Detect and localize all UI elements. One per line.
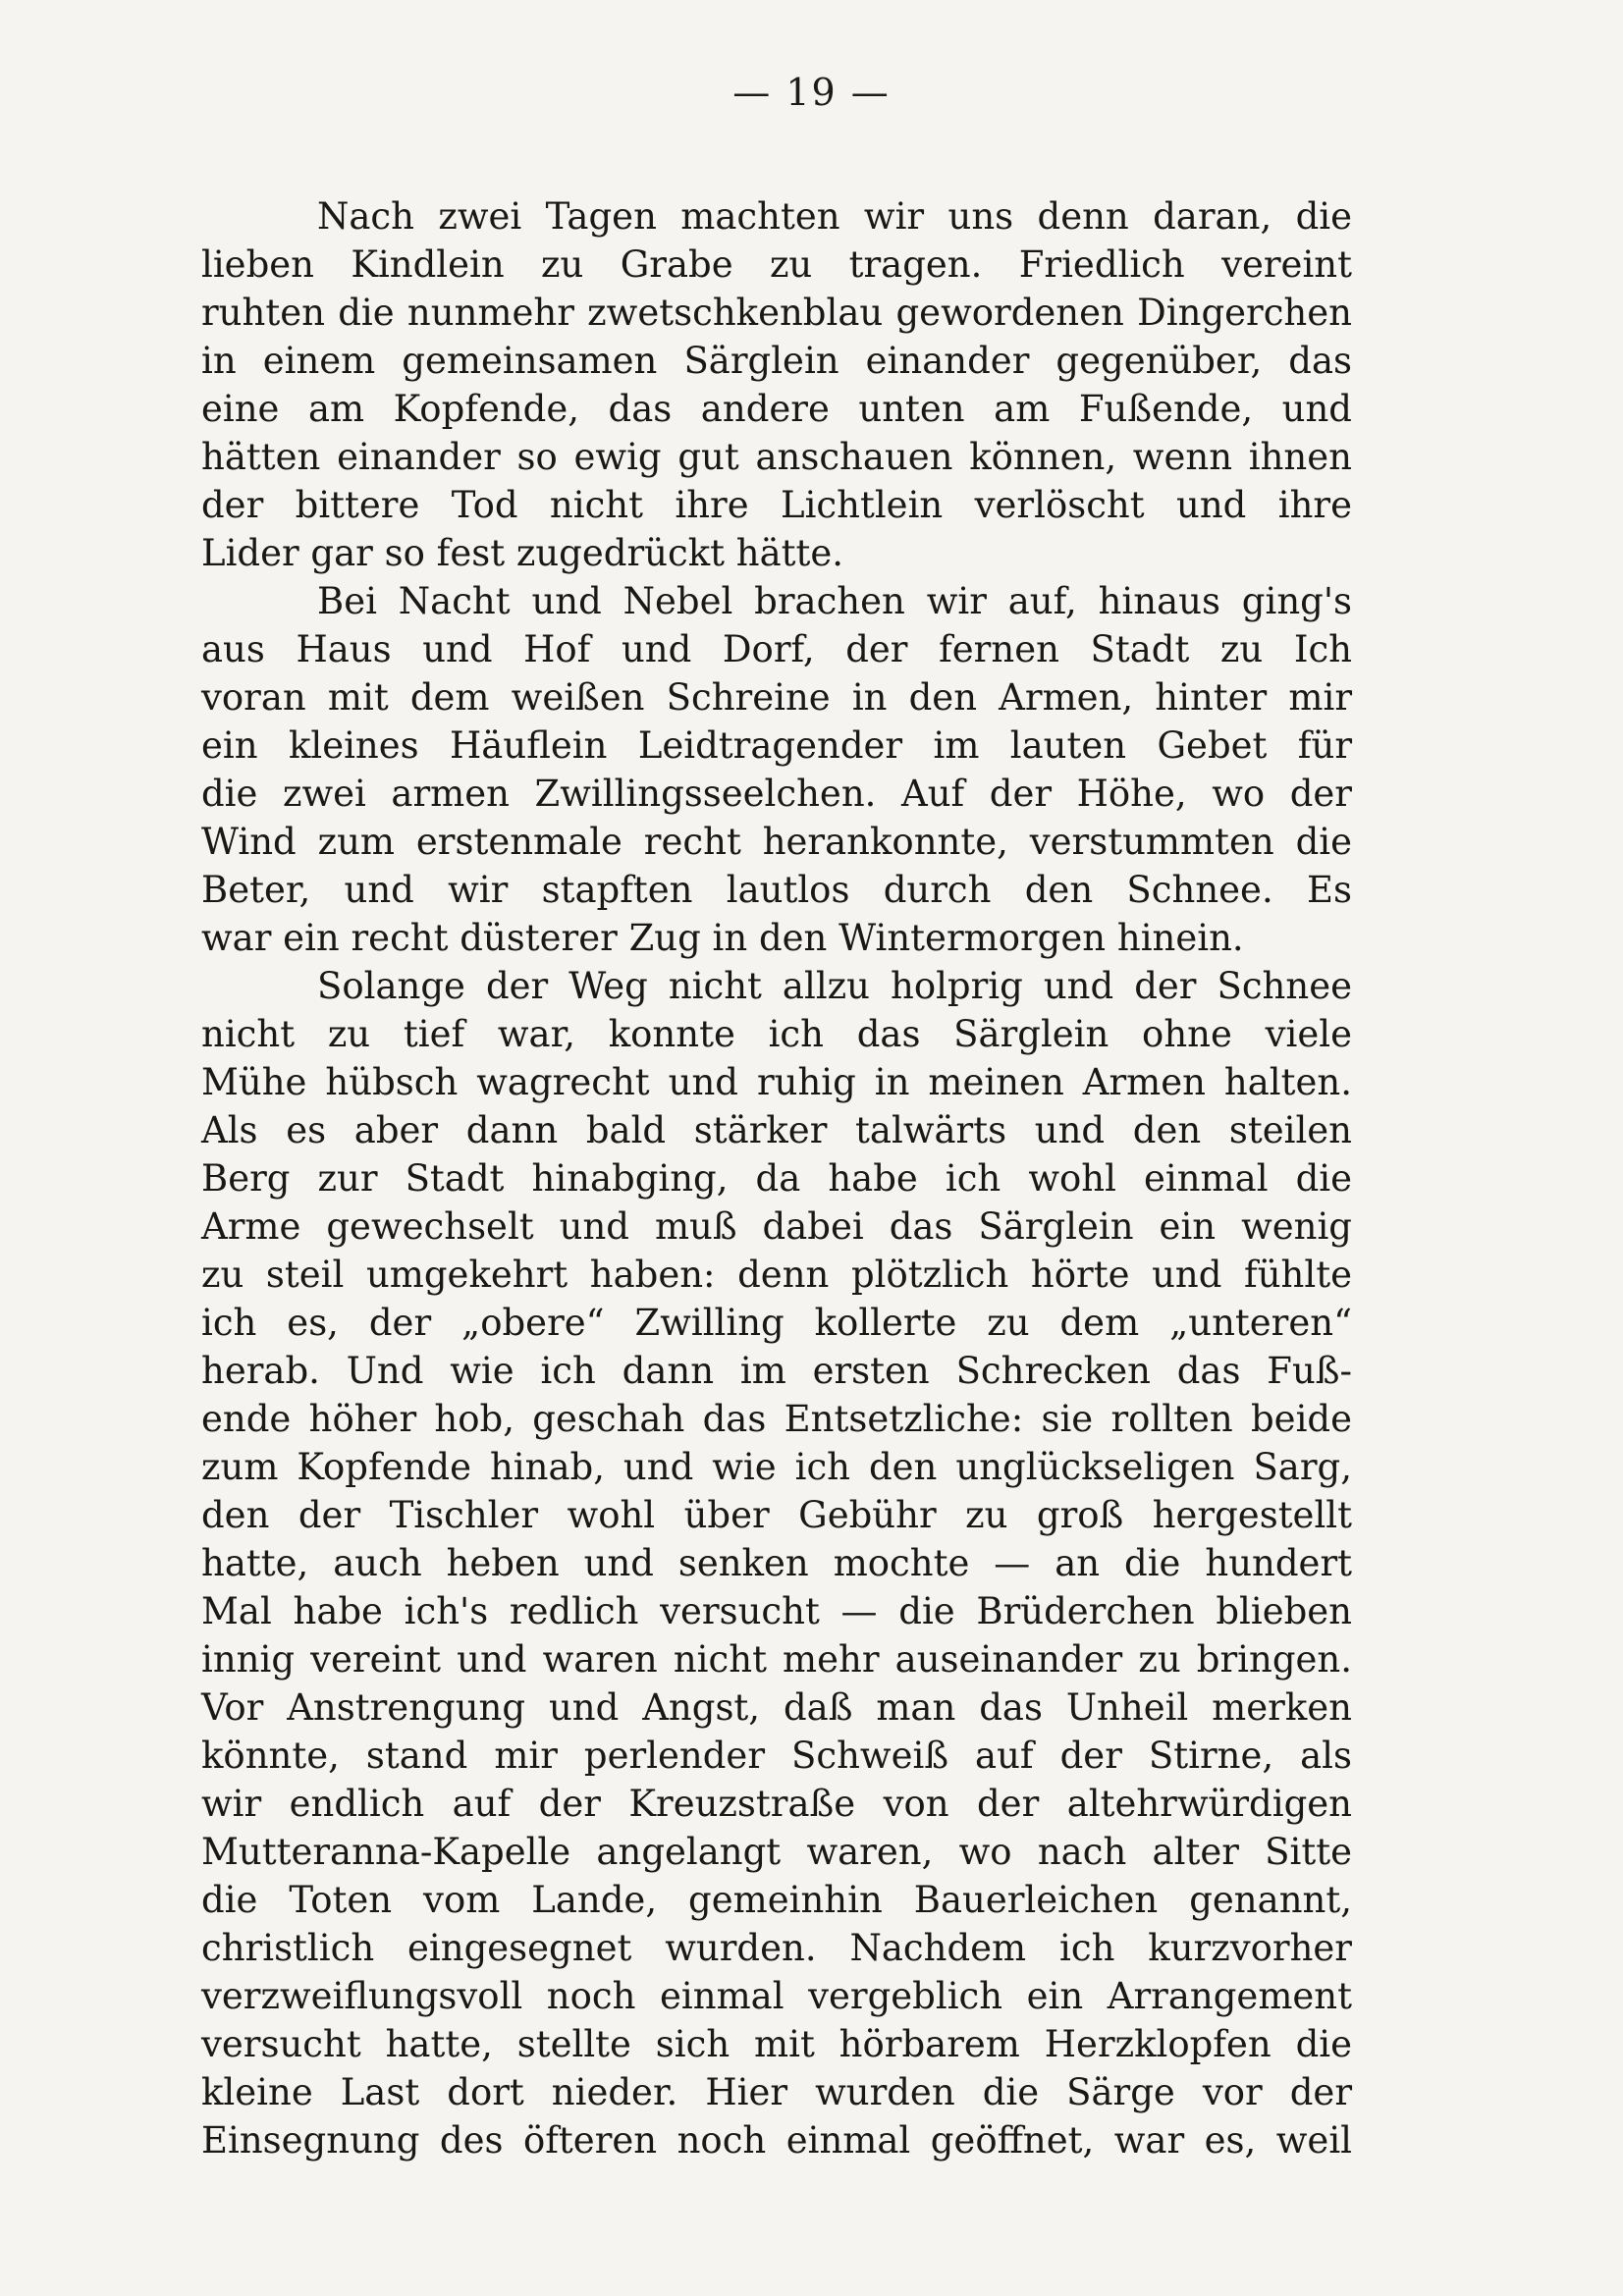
text-line: nicht zu tief war, konnte ich das Särglein ohne viele: [201, 1013, 1352, 1055]
text-line: ende höher hob, geschah das Entsetzliche: sie rollten beide: [201, 1398, 1352, 1440]
text-line: Als es aber dann bald stärker talwärts und den steilen: [201, 1109, 1352, 1151]
text-line: könnte, stand mir perlender Schweiß auf der Stirne, als: [201, 1735, 1352, 1777]
text-line: kleine Last dort nieder. Hier wurden die Särge vor der: [201, 2071, 1352, 2113]
text-line: in einem gemeinsamen Särglein einander gegenüber, das: [201, 340, 1352, 382]
text-line: Mühe hübsch wagrecht und ruhig in meinen Armen halten.: [201, 1061, 1352, 1103]
text-line: die zwei armen Zwillingsseelchen. Auf der Höhe, wo der: [201, 773, 1352, 815]
text-line: ein kleines Häuflein Leidtragender im lauten Gebet für: [201, 724, 1352, 767]
text-line: lieben Kindlein zu Grabe zu tragen. Friedlich vereint: [201, 243, 1352, 286]
text-line: Mutteranna-Kapelle angelangt waren, wo nach alter Sitte: [201, 1831, 1352, 1873]
text-line: zum Kopfende hinab, und wie ich den unglückseligen Sarg,: [201, 1446, 1352, 1488]
page-number: — 19 —: [732, 71, 891, 114]
text-line: Bei Nacht und Nebel brachen wir auf, hinaus ging's: [317, 580, 1352, 622]
text-line: Nach zwei Tagen machten wir uns denn daran, die: [317, 195, 1352, 238]
text-line: eine am Kopfende, das andere unten am Fußende, und: [201, 388, 1352, 430]
text-line: war ein recht düsterer Zug in den Wintermorgen hinein.: [201, 917, 1244, 959]
text-line: Berg zur Stadt hinabging, da habe ich wohl einmal die: [201, 1157, 1352, 1200]
text-line: Solange der Weg nicht allzu holprig und der Schnee: [317, 965, 1352, 1007]
text-line: herab. Und wie ich dann im ersten Schrecken das Fuß-: [201, 1350, 1352, 1392]
text-line: die Toten vom Lande, gemeinhin Bauerleichen genannt,: [201, 1879, 1352, 1921]
text-line: versucht hatte, stellte sich mit hörbarem Herzklopfen die: [201, 2023, 1352, 2065]
text-line: wir endlich auf der Kreuzstraße von der altehrwürdigen: [201, 1783, 1352, 1825]
text-line: innig vereint und waren nicht mehr auseinander zu bringen.: [201, 1638, 1352, 1681]
text-line: voran mit dem weißen Schreine in den Armen, hinter mir: [201, 676, 1352, 719]
text-line: aus Haus und Hof und Dorf, der fernen Stadt zu Ich: [201, 628, 1352, 670]
text-line: der bittere Tod nicht ihre Lichtlein verlöscht und ihre: [201, 484, 1352, 526]
text-line: verzweiflungsvoll noch einmal vergeblich ein Arrangement: [201, 1975, 1352, 2017]
text-line: christlich eingesegnet wurden. Nachdem ich kurzvorher: [201, 1927, 1352, 1969]
text-line: ich es, der „obere“ Zwilling kollerte zu dem „unteren“: [201, 1302, 1352, 1344]
text-line: den der Tischler wohl über Gebühr zu groß hergestellt: [201, 1494, 1352, 1536]
text-line: Arme gewechselt und muß dabei das Särglein ein wenig: [201, 1205, 1352, 1248]
text-line: hatte, auch heben und senken mochte — an die hundert: [201, 1542, 1352, 1584]
text-line: Beter, und wir stapften lautlos durch den Schnee. Es: [201, 869, 1352, 911]
text-line: Lider gar so fest zugedrückt hätte.: [201, 532, 844, 574]
text-line: Vor Anstrengung und Angst, daß man das Unheil merken: [201, 1686, 1352, 1729]
text-line: ruhten die nunmehr zwetschkenblau gewordenen Dingerchen: [201, 292, 1352, 334]
text-line: Wind zum erstenmale recht herankonnte, verstummten die: [201, 821, 1352, 863]
text-line: Mal habe ich's redlich versucht — die Brüderchen blieben: [201, 1590, 1352, 1632]
text-line: hätten einander so ewig gut anschauen können, wenn ihnen: [201, 436, 1352, 478]
text-line: zu steil umgekehrt haben: denn plötzlich hörte und fühlte: [201, 1254, 1352, 1296]
body-text: [201, 192, 1352, 2164]
text-line: Einsegnung des öfteren noch einmal geöffnet, war es, weil: [201, 2119, 1352, 2162]
